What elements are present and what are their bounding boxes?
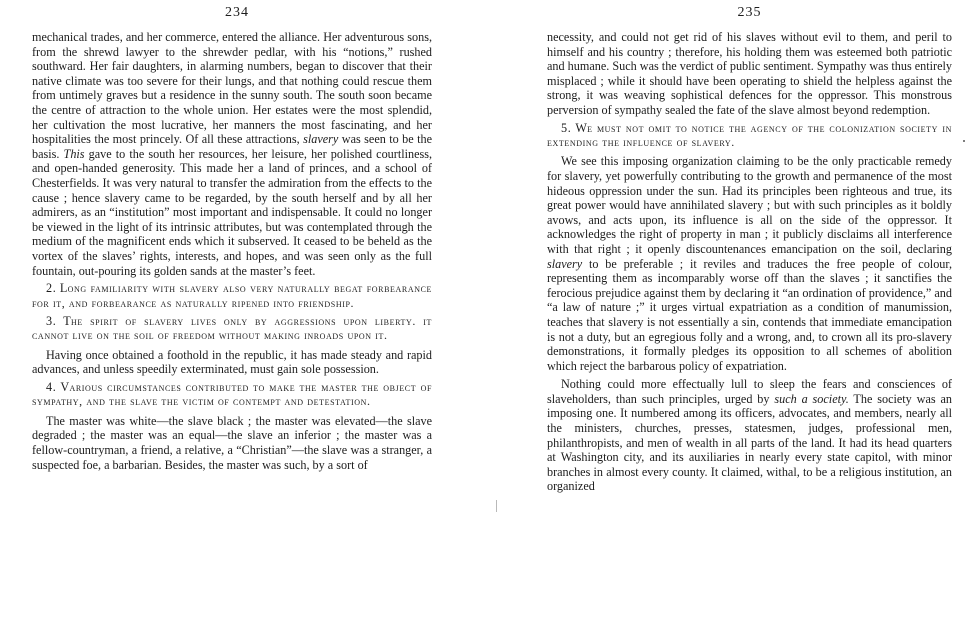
- emphasis-such-a-society: such a society.: [774, 391, 849, 406]
- heading-initial: L: [59, 281, 68, 296]
- paragraph-imposing-society: [547, 377, 952, 494]
- gutter-mark: [496, 500, 497, 512]
- heading-number: 5.: [561, 120, 572, 135]
- heading-text: ong familiarity with slavery also very naturally begat forbearance for it, and forbearance as naturally ripened into friendship.: [32, 281, 433, 310]
- paragraph-misplaced-sympathy: necessity, and could not get rid of his slaves without evil to them, and peril to himself and his country ; therefore, his holding them was esteemed both patriotic and humane. Such was the verdict of public sentiment. Sympathy was thus entirely misplaced ; while it should have been operating to shield the helpless against the strong, it was weaving sophistical defences for the oppressor. This monstrous perversion of sympathy sealed the fate of the slave almost beyond redemption.: [547, 30, 952, 117]
- section-heading-5: [547, 122, 952, 151]
- section-heading-4: [32, 381, 432, 410]
- heading-number: 4.: [46, 379, 57, 394]
- left-page: [32, 0, 432, 472]
- heading-text: he spirit of slavery lives only by aggressions upon liberty. it cannot live on the soil of freedom without making inroads upon it.: [32, 313, 433, 343]
- paragraph-text: mechanical trades, and her commerce, entered the alliance. Her adventurous sons, from the shrewd lawyer to the shrewder pedlar, with his “notions,” rushed southward. Her fair daughters, in alarming numbers, began to discover that their native climate was too severe for their lungs, and that nothing could rescue them from untimely graves but a residence in the sunny south. The south soon became the centre of attraction to the whole union. Her estates were the most splendid, her cultivation the most lucrative, her manners the most fascinating, and her hospitalities the most princely. Of all these attractions,: [32, 30, 432, 147]
- paragraph-southern-attractions: [32, 30, 432, 278]
- heading-text: arious circumstances contributed to make the master the object of sympathy, and the slave the victim of contempt and detestation.: [32, 379, 432, 409]
- heading-initial: V: [60, 379, 70, 394]
- page-number-left: 234: [225, 5, 249, 20]
- paragraph-text: We see this imposing organization claiming to be the only practicable remedy for slavery, yet powerfully contributing to the growth and permanence of the most hideous oppression under the sun. Had its principles been righteous and true, its great power would have annihilated slavery ; but with such principles as it boldly avows, and acts upon, its influence is all on the side of the oppressor. It acknowledges the right of property in man ; it publicly disclaims all interference with that right ; it openly discountenances emancipation on the soil, declaring: [547, 154, 952, 256]
- heading-number: 3.: [46, 313, 57, 328]
- paragraph-colonization-society: [547, 154, 952, 373]
- paragraph-master-slave: The master was white—the slave black ; the master was elevated—the slave degraded ; the master was an equal—the slave an inferior ; the master was a fellow-countryman, a friend, a relative, a “Christian”—the slave was a stranger, a suspected foe, a barbarian. Besides, the master was such, by a sort of: [32, 413, 432, 472]
- paragraph-text: was seen to be the basis.: [32, 132, 433, 161]
- heading-number: 2.: [46, 281, 57, 296]
- page-number-right: 235: [737, 5, 762, 20]
- paragraph-text: Nothing could more effectually lull to sleep the fears and consciences of slaveholders, than such principles, urged by: [547, 377, 952, 406]
- right-page: [547, 0, 952, 494]
- heading-text: e must not omit to notice the agency of the colonization society in extending the influence of slavery.: [547, 120, 952, 149]
- paragraph-text: The society was an imposing one. It numbered among its officers, advocates, and members, nearly all the ministers, churches, presses, statesmen, judges, professional men, philanthropists, and men of wealth in all parts of the land. It had its head quarters at Washington city, and its auxiliaries in nearly every state capitol, with minor branches in almost every county. It claimed, withal, to be a religious institution, an organized: [547, 391, 952, 494]
- section-heading-2: [32, 282, 432, 311]
- emphasis-this: This: [63, 146, 85, 161]
- emphasis-slavery: slavery: [303, 132, 339, 147]
- paragraph-text: gave to the south her resources, her leisure, her polished courtliness, and open-handed generosity. This made her a land of princes, and a school of Chesterfields. It was very natural to transfer the admiration from the effects to the cause ; hence slavery came to be regarded, by the south herself and by all her admirers, as an “institution” most important and indispensable. It could no longer be viewed in the light of its intrinsic attributes, but was contemplated through the medium of the magnificent ends which it subserved. It ceased to be beheld as the vortex of the slaves’ rights, interests, and hopes, and was seen only as the full fountain, out-pouring its golden sands at the master’s feet.: [32, 146, 433, 278]
- heading-initial: T: [63, 313, 71, 328]
- heading-initial: W: [575, 120, 588, 135]
- section-heading-3: [32, 315, 432, 344]
- paragraph-foothold: Having once obtained a foothold in the republic, it has made steady and rapid advances, and unless speedily exterminated, must gain sole possession.: [32, 347, 432, 377]
- emphasis-slavery: slavery: [547, 256, 583, 271]
- paragraph-text: to be preferable ; it reviles and traduces the free people of colour, representing them as incomparably worse off than the slaves ; it sanctifies the ferocious prejudice against them by declaring it “an ordination of providence,” and “a law of nature ;” it urges virtual expatriation as a condition of manumission, teaches that slavery is not essentially a sin, contends that immediate emancipation is not a duty, but an egregious folly and a wrong, and, to crown all its pro-slavery demonstrations, it formally pledges its opposition to all schemes of abolition which reject the barbarous policy of expatriation.: [547, 256, 952, 373]
- margin-speck: [963, 140, 965, 142]
